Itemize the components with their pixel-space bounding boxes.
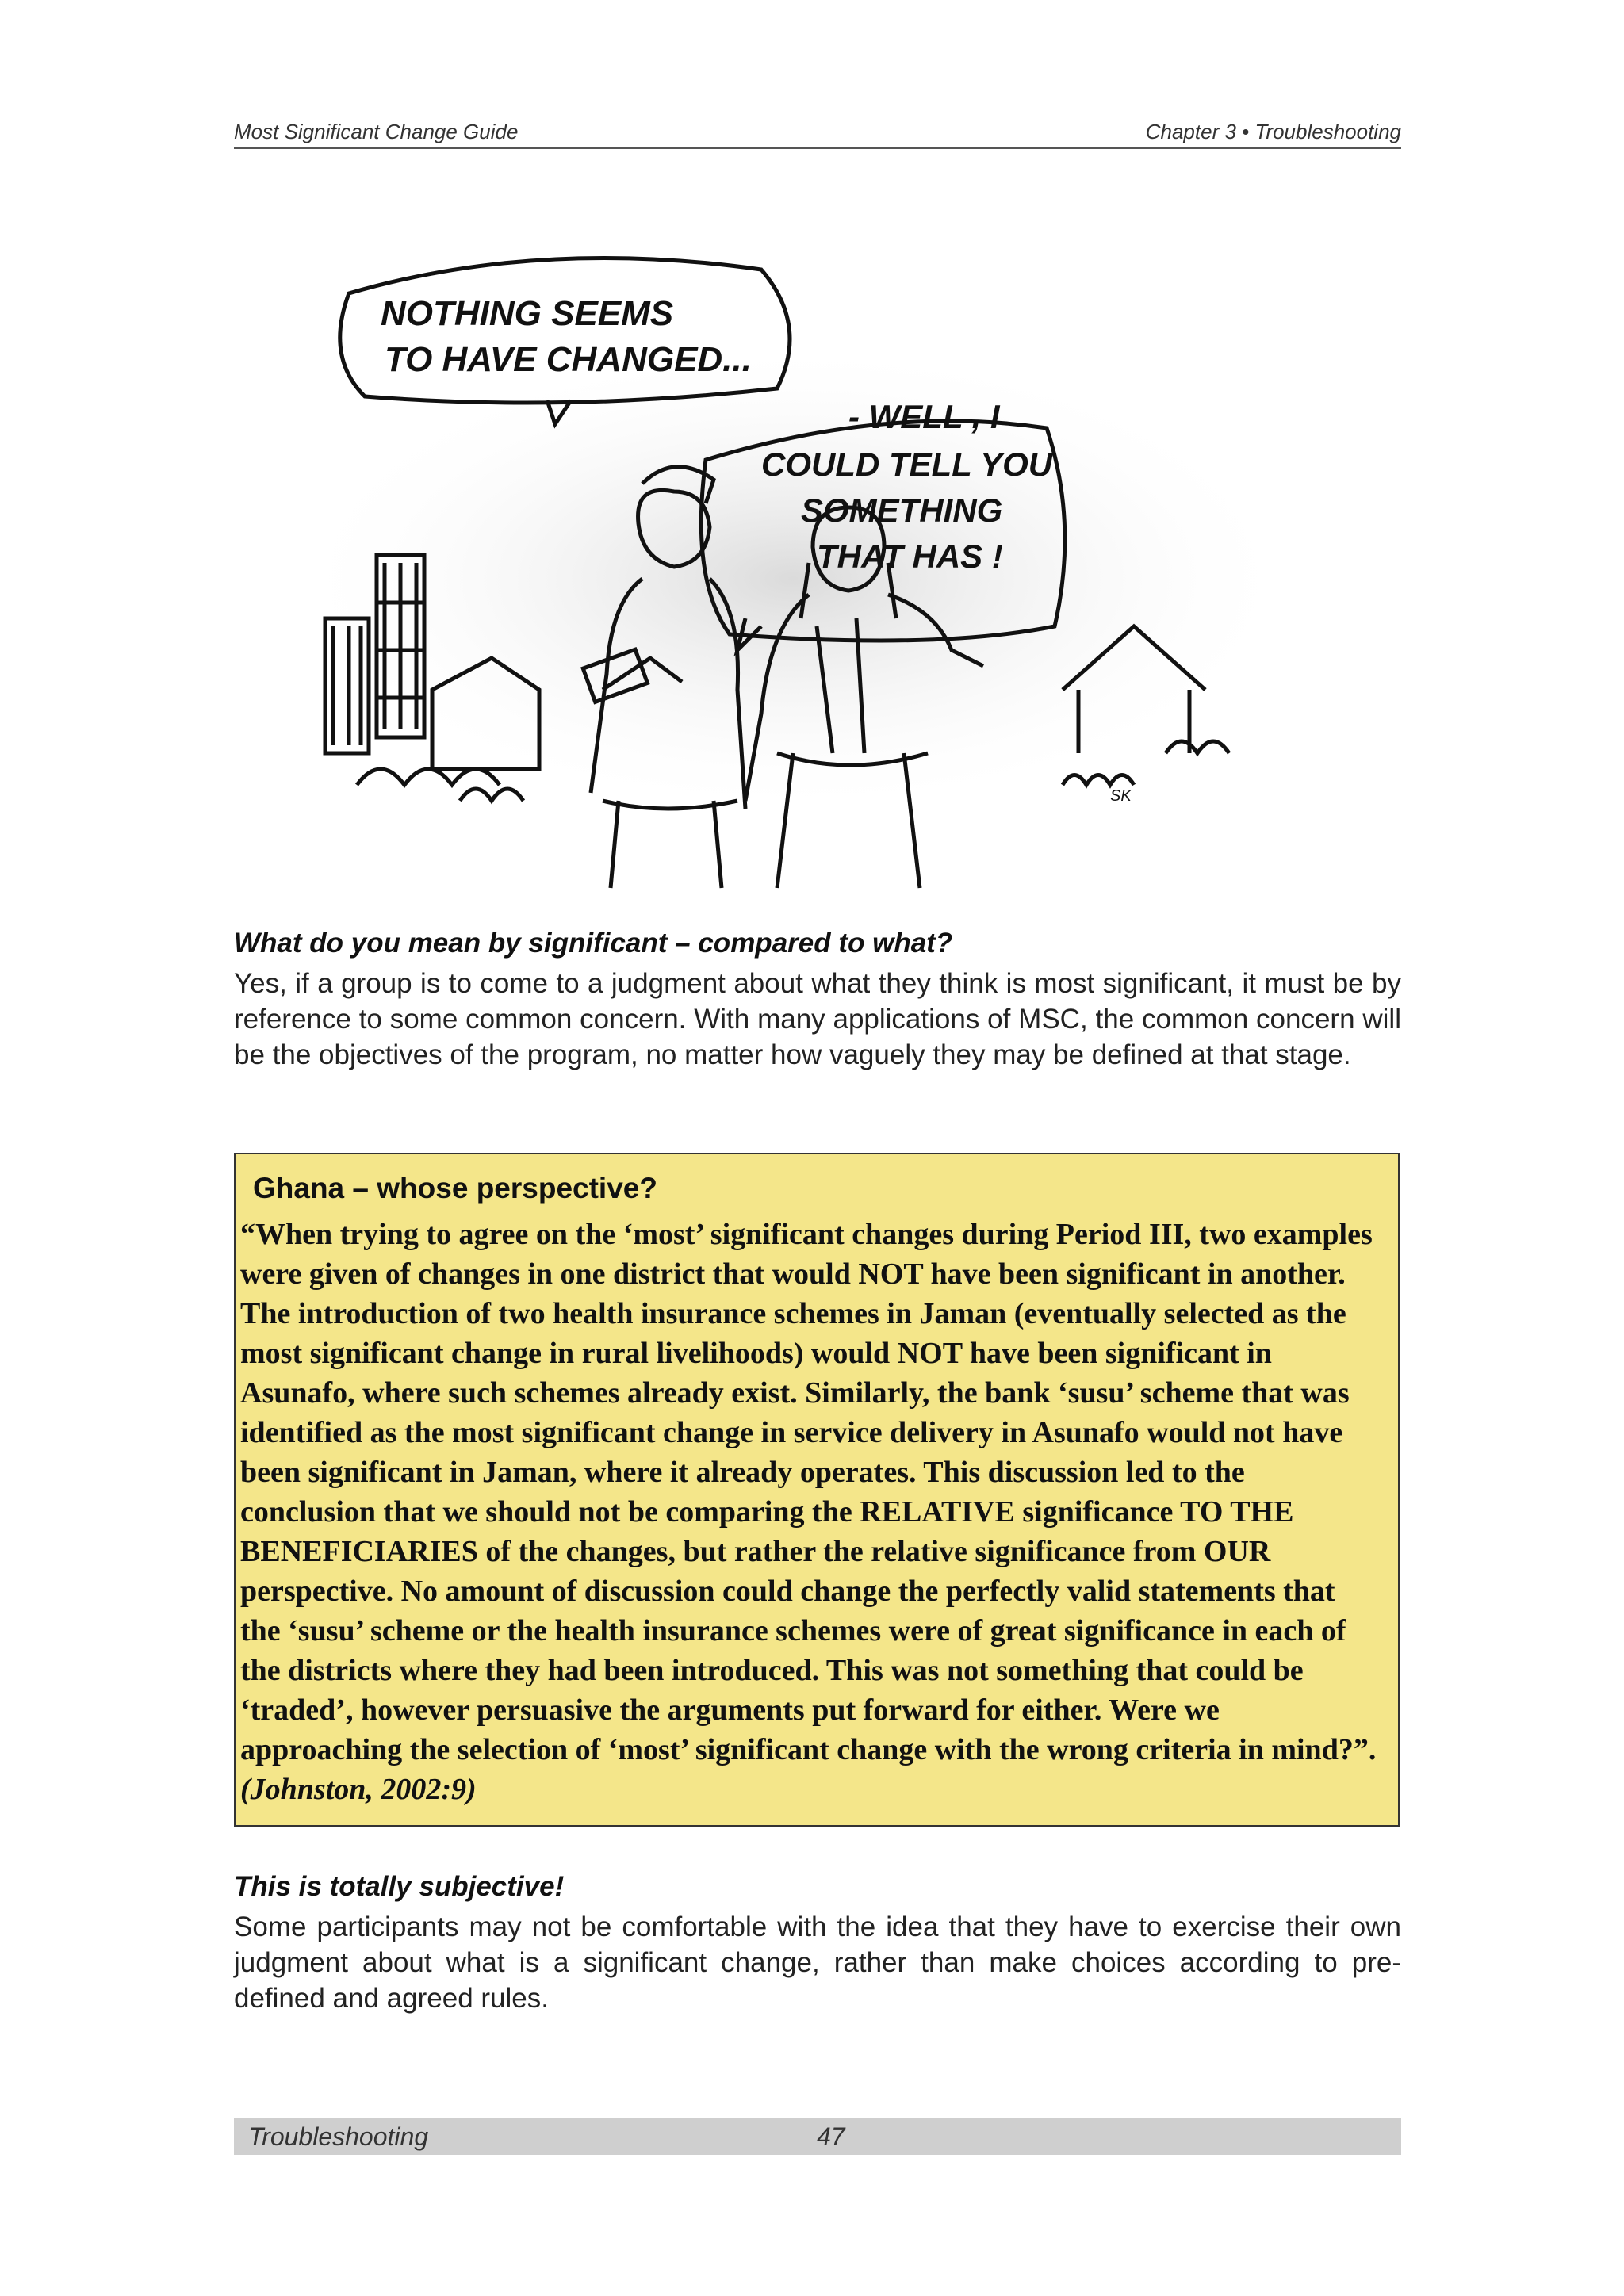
page-header [234,116,1401,149]
section-heading-significant: What do you mean by significant – compared to what? [234,928,953,959]
case-study-box [234,1153,1400,1827]
header-chapter: Chapter 3 • Troubleshooting [1145,120,1401,144]
case-study-title: Ghana – whose perspective? [253,1172,657,1204]
speech-bubble-right-line2: COULD TELL YOU [761,446,1053,483]
case-study-citation: (Johnston, 2002:9) [240,1773,477,1806]
section-body-significant: Yes, if a group is to come to a judgment about what they think is most significant, it must be by reference to some common concern. With many applications of MSC, the common concern will be the objectives of the program, no matter how vaguely they may be defined at that stage. [234,968,1401,1070]
case-study-quote-text: “When trying to agree on the ‘most’ significant changes during Period III, two examples were given of changes in one district that would NOT have been significant in another. The introduction of two health insurance schemes in Jaman (eventually selected as the most significant change in rural livelihoods) would NOT have been significant in Asunafo, where such schemes already exist. Similarly, the bank ‘susu’ scheme that was identified as the most significant change in service delivery in Asunafo would not have been significant in Jaman, where it already operates. This discussion led to the conclusion that we should not be comparing the RELATIVE significance TO THE BENEFICIARIES of the changes, but rather the relative significance from OUR perspective. No amount of discussion could change the perfectly valid statements that the ‘susu’ scheme or the health insurance schemes were of great significance in each of the districts where they had been introduced. This was not something that could be ‘traded’, however persuasive the arguments put forward for either. Were we approaching the selection of ‘most’ significant change with the wrong criteria in mind?”. [240,1218,1377,1766]
speech-bubble-left-line1: NOTHING SEEMS [381,294,674,333]
artist-signature: SK [1110,787,1132,805]
speech-bubble-left-line2: TO HAVE CHANGED... [385,340,752,379]
page-footer [234,2118,1401,2155]
speech-bubble-right-line1: - WELL , I [848,398,1000,435]
speech-bubble-right-line3: SOMETHING [801,492,1003,529]
section-heading-subjective: This is totally subjective! [234,1871,565,1902]
section-body-subjective: Some participants may not be comfortable with the idea that they have to exercise their own judgment about what is a significant change, rather than make choices according to pre-defined and agreed rules. [234,1911,1401,2014]
footer-section-label: Troubleshooting [248,2122,429,2151]
header-guide-title: Most Significant Change Guide [234,120,519,144]
page-number: 47 [817,2122,845,2151]
case-study-quote [240,1215,1382,1809]
speech-bubble-right-line4: THAT HAS ! [817,538,1003,575]
cartoon-illustration [301,246,1332,904]
